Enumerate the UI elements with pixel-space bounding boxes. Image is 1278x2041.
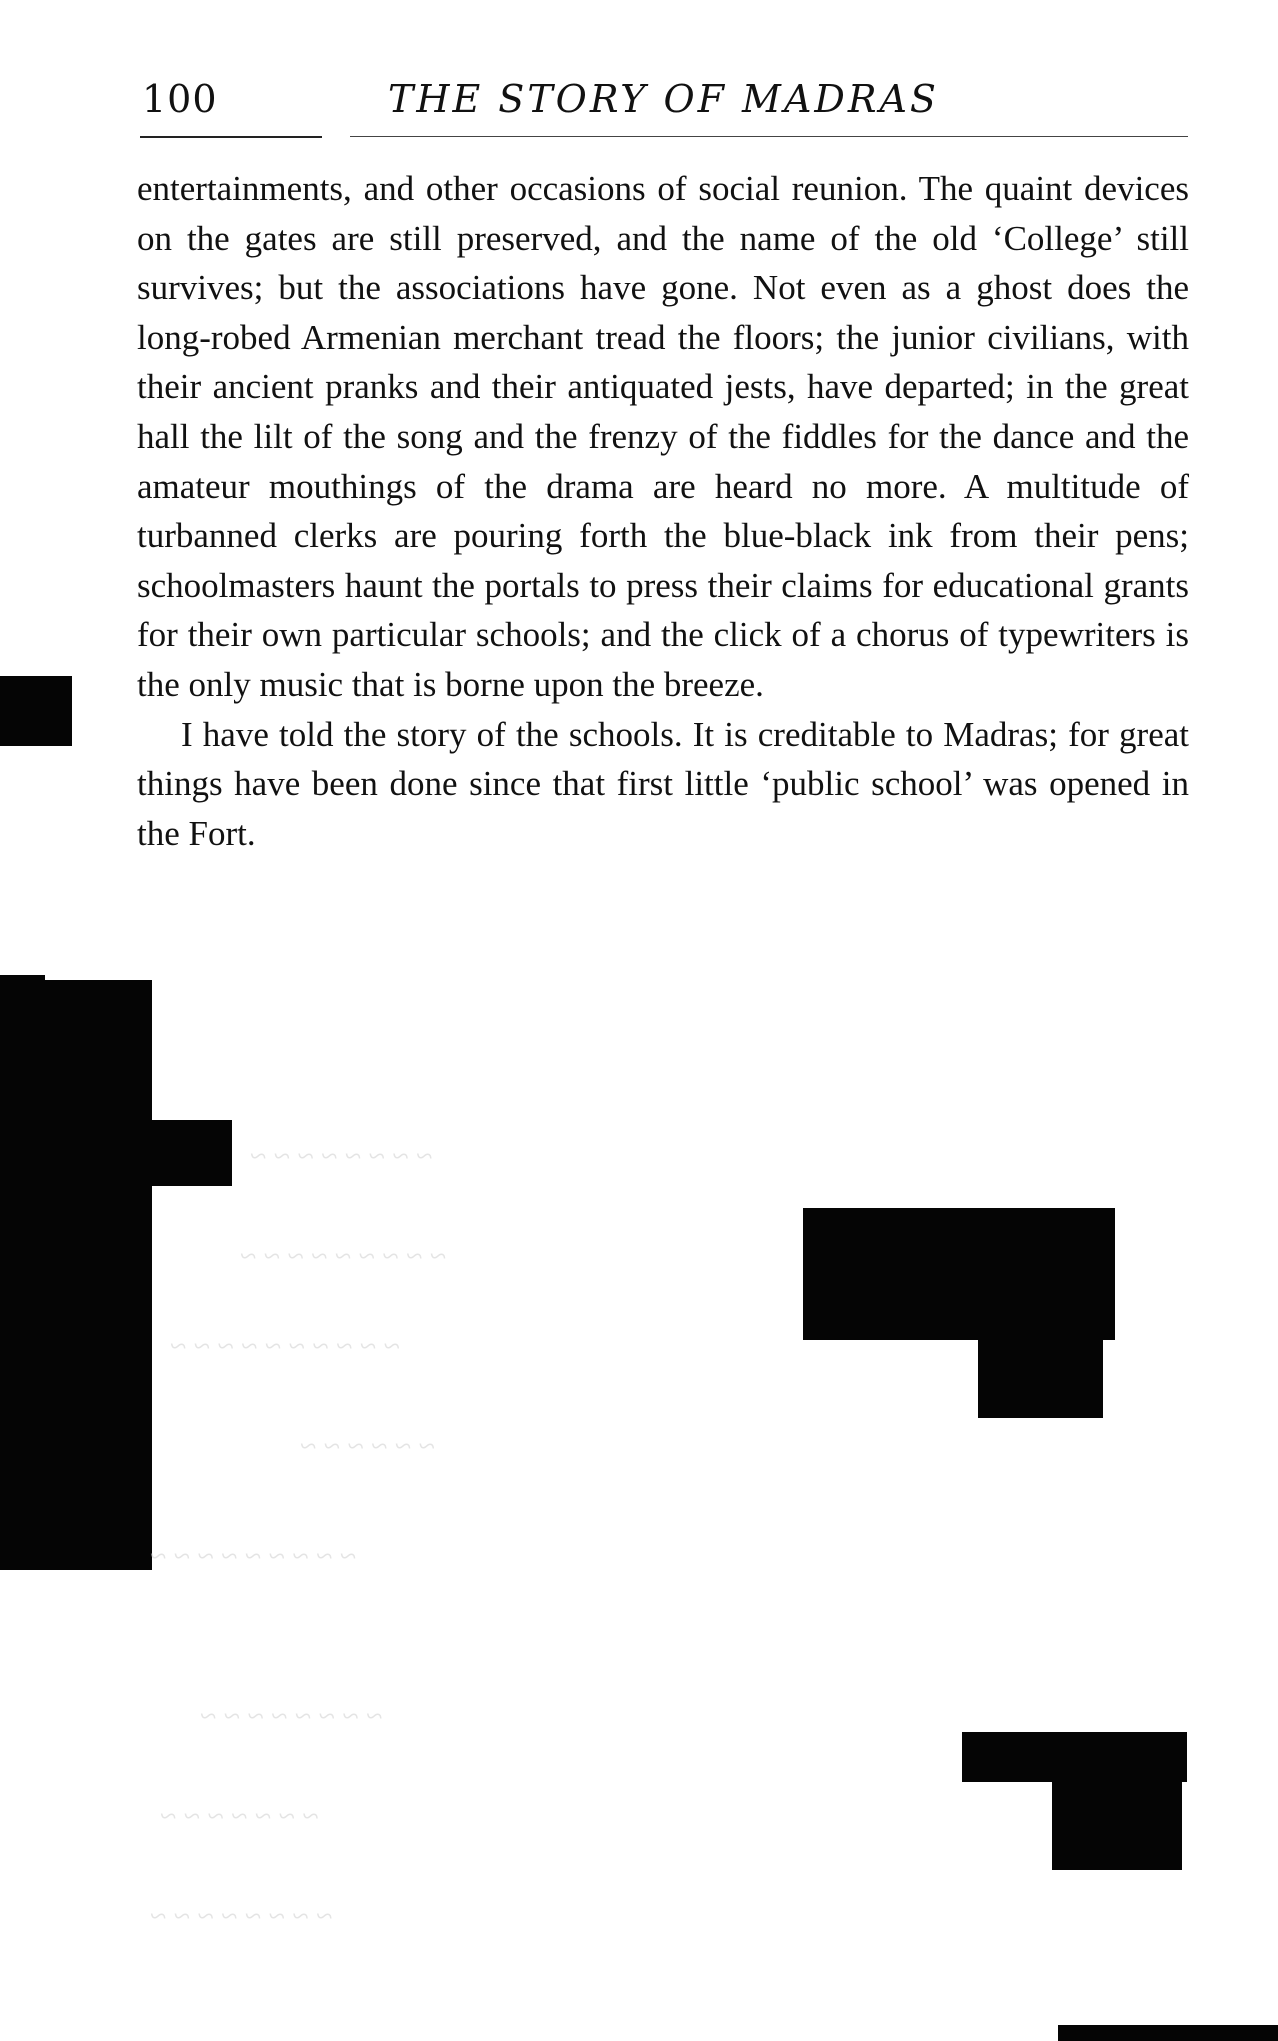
scan-blot-right-lower [962,1732,1187,1782]
bleed-through-mark: ~ ~ ~ ~ ~ ~ ~ ~ [150,1900,333,1933]
scan-blot-left-large [0,980,152,1570]
scan-blot-right-upper [803,1208,1115,1340]
page-header [138,74,1190,124]
header-rule-right [350,136,1188,137]
page-number: 100 [142,77,218,121]
paragraph-2: I have told the story of the schools. It is creditable to Madras; for great things have been done since that first little ‘public school’ was opened in the Fort. [137,714,1189,853]
scan-blot-right-lower-tail [1052,1780,1182,1870]
bleed-through-mark: ~ ~ ~ ~ ~ ~ ~ [160,1800,319,1833]
scan-blot-right-upper-tail [978,1338,1103,1418]
bleed-through-mark: ~ ~ ~ ~ ~ ~ ~ ~ [250,1140,433,1173]
bleed-through-mark: ~ ~ ~ ~ ~ ~ ~ ~ ~ ~ [170,1330,400,1363]
bleed-through-mark: ~ ~ ~ ~ ~ ~ ~ ~ [200,1700,383,1733]
bleed-through-mark: ~ ~ ~ ~ ~ ~ [300,1430,435,1463]
header-rule-left [140,136,322,138]
scan-blot-bottom-edge [1058,2025,1278,2041]
body-text [137,164,1189,858]
scan-blot-left-small [0,676,72,746]
running-title: THE STORY OF MADRAS [388,77,939,121]
scan-blot-left-notch [152,1120,232,1186]
paragraph-1: entertainments, and other occasions of social reunion. The quaint devices on the gates are still preserved, and the name of the old ‘College’ still survives; but the associations have gone. Not even as a ghost does the long-robed Armenian merchant tread the floors; the junior civilians, with their ancient pranks and their antiquated jests, have departed; in the great hall the lilt of the song and the frenzy of the fiddles for the dance and the amateur mouthings of the drama are heard no more. A multitude of turbanned clerks are pouring forth the blue-black ink from their pens; schoolmasters haunt the portals to press their claims for educational grants for their own particular schools; and the click of a chorus of typewriters is the only music that is borne upon the breeze. [137,169,1189,704]
bleed-through-mark: ~ ~ ~ ~ ~ ~ ~ ~ ~ [240,1240,447,1273]
bleed-through-mark: ~ ~ ~ ~ ~ ~ ~ ~ ~ [150,1540,357,1573]
scan-blot-left-top-strip [0,975,45,1015]
